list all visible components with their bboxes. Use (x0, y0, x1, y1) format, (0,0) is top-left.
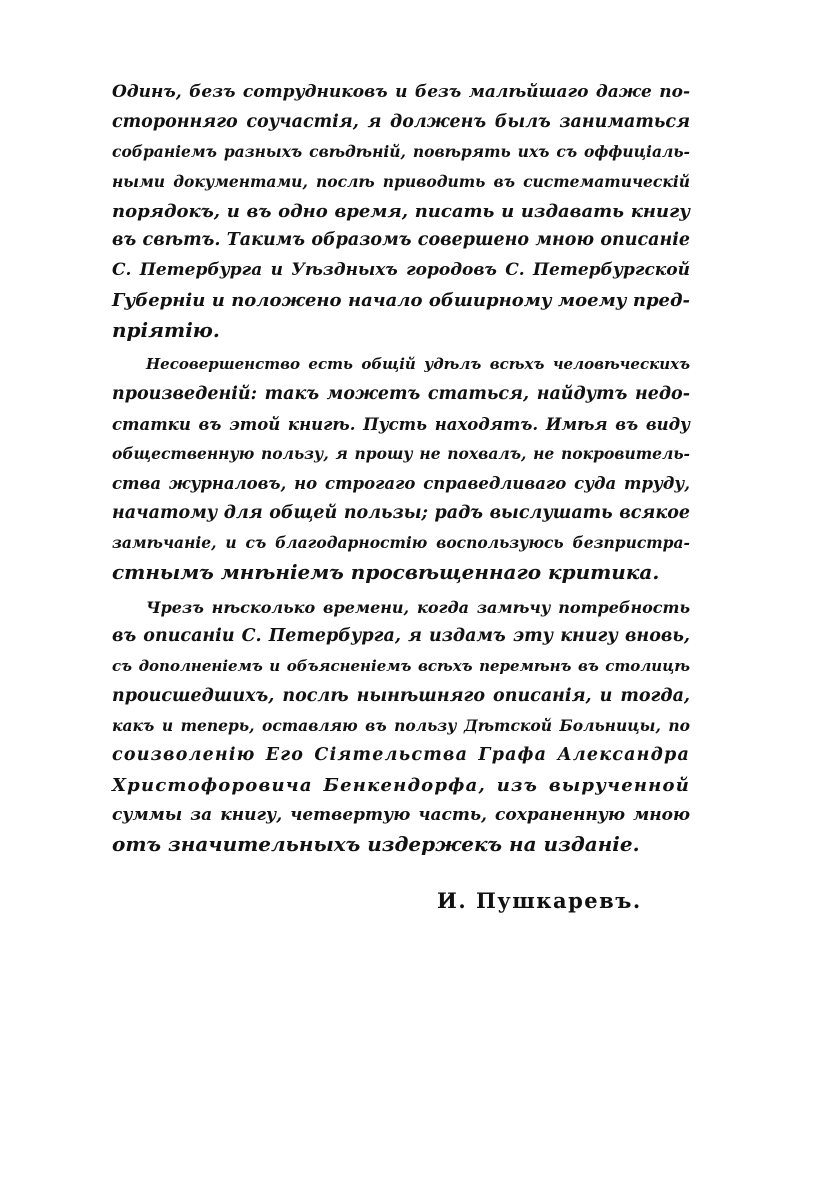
paragraph-2 (112, 350, 690, 588)
paragraph-3 (112, 593, 690, 860)
text-line: Несовершенство есть общій удѣлъ всѣхъ человѣческихъ (146, 355, 690, 374)
text-line: начатому для общей пользы; радъ выслушать всякое (112, 502, 690, 523)
text-line: Губерніи и положено начало обширному моему пред- (112, 289, 690, 311)
text-line: общественную пользу, я прошу не похвалъ, не покровитель- (112, 444, 690, 464)
text-line: статки въ этой книгѣ. Пусть находятъ. Имѣя въ виду (112, 414, 690, 434)
paragraph-1 (112, 78, 690, 345)
author-signature: И. Пушкаревъ. (437, 888, 642, 913)
text-line: Христофоровича Бенкендорфа, изъ вырученной (112, 774, 690, 796)
text-line: стнымъ мнѣніемъ просвѣщеннаго критика. (112, 560, 660, 584)
text-line: произведеній: такъ можетъ статься, найдутъ недо- (112, 383, 690, 404)
text-line: ными документами, послѣ приводить въ систематическій (112, 172, 690, 192)
text-line: Чрезъ нѣсколько времени, когда замѣчу потребность (146, 597, 690, 617)
text-line: сторонняго соучастія, я долженъ былъ заниматься (112, 111, 690, 132)
text-line: ства журналовъ, но строгаго справедливаго суда труду, (112, 473, 690, 493)
text-line: отъ значительныхъ издержекъ на изданіе. (112, 832, 640, 857)
text-line: въ описаніи С. Петербурга, я издамъ эту книгу вновь, (112, 626, 690, 647)
text-line: собраніемъ разныхъ свѣдѣній, повѣрять ихъ съ оффиціаль- (112, 142, 690, 162)
text-line: замѣчаніе, и съ благодарностію воспользуюсь безпристра- (112, 533, 690, 553)
text-line: какъ и теперь, оставляю въ пользу Дѣтской Больницы, по (112, 716, 690, 736)
text-line: порядокъ, и въ одно время, писать и издавать книгу (112, 200, 690, 222)
text-line: пріятію. (112, 317, 220, 342)
text-line: соизволенію Его Сіятельства Графа Александра (112, 745, 690, 766)
text-line: въ свѣтъ. Такимъ образомъ совершено мною описаніе (112, 230, 690, 251)
text-line: С. Петербурга и Уѣздныхъ городовъ С. Петербургской (112, 260, 690, 281)
text-line: Одинъ, безъ сотрудниковъ и безъ малѣйшаго даже по- (112, 82, 690, 102)
text-line: съ дополненіемъ и объясненіемъ всѣхъ перемѣнъ въ столицѣ (112, 657, 690, 676)
text-line: суммы за книгу, четвертую часть, сохраненную мною (112, 804, 690, 825)
text-line: происшедшихъ, послѣ нынѣшняго описанія, и тогда, (112, 685, 690, 706)
document-body (112, 78, 690, 860)
